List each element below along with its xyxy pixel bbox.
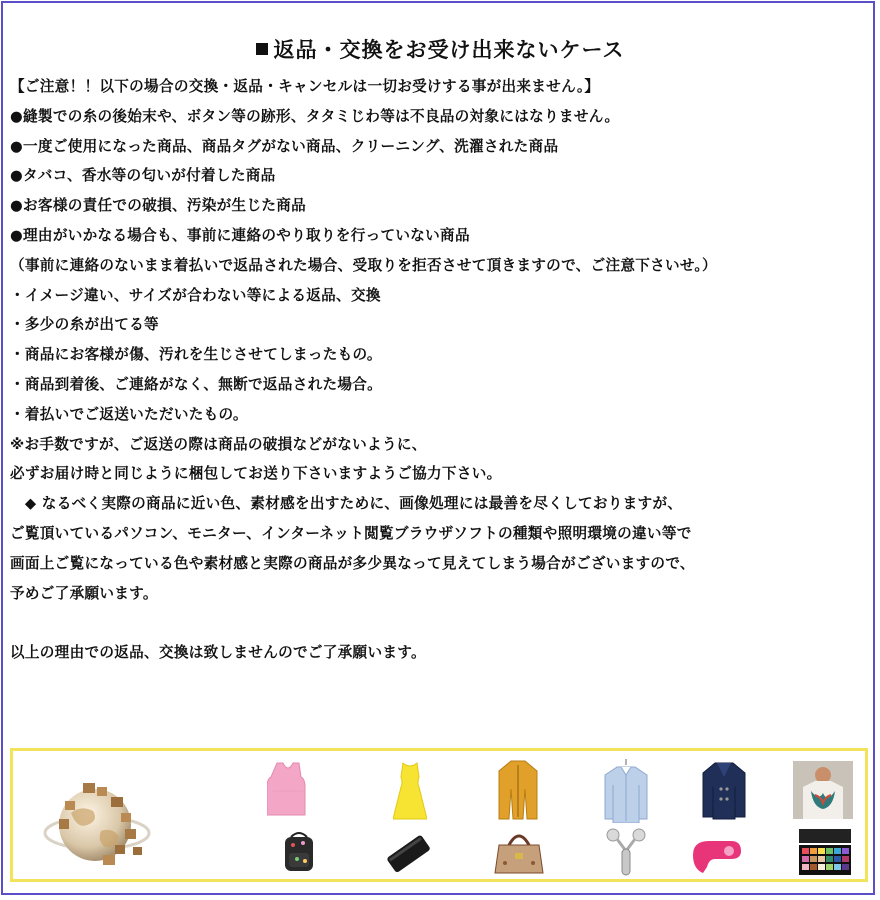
eyeshadow-palette-icon xyxy=(797,827,853,877)
notice-text-block xyxy=(10,72,870,668)
handbag-icon xyxy=(493,827,545,875)
yellow-dress-icon xyxy=(393,761,427,821)
orange-jacket-icon xyxy=(497,759,539,821)
blank-line xyxy=(10,608,870,638)
notice-line: ◆ なるべく実際の商品に近い色、素材感を出すために、画像処理には最善を尽くしておりますが、 xyxy=(10,495,683,513)
wallet-icon xyxy=(383,831,433,875)
notice-line: 【ご注意！！以下の場合の交換・返品・キャンセルは一切お受けする事が出来ません。】 xyxy=(10,78,600,95)
notice-line: 以上の理由での返品、交換は致しませんのでご了承願います。 xyxy=(10,644,426,662)
notice-line: ・着払いでご返送いただいたもの。 xyxy=(10,405,248,423)
hair-curler-icon xyxy=(689,831,745,875)
notice-line: ご覧頂いているパソコン、モニター、インターネット閲覧ブラウザソフトの種類や照明環境の違い等で xyxy=(10,524,692,542)
notice-line: ・イメージ違い、サイズが合わない等による返品、交換 xyxy=(10,286,381,304)
notice-line: ・商品到着後、ご連絡がなく、無断で返品された場合。 xyxy=(10,375,383,393)
notice-line: 画面上ご覧になっている色や素材感と実際の商品が多少異なって見えてしまう場合がございますので、 xyxy=(10,554,695,572)
notice-line: （事前に連絡のないまま着払いで返品された場合、受取りを拒否させて頂きますので、ご注意下さいせ。） xyxy=(10,256,717,274)
title-text: 返品・交換をお受け出来ないケース xyxy=(273,38,625,62)
notice-line: ・多少の糸が出てる等 xyxy=(10,316,159,334)
notice-line: 必ずお届け時と同じように梱包してお送り下さいますようご協力下さい。 xyxy=(10,465,502,483)
printed-tshirt-icon xyxy=(793,761,853,819)
notice-line: ●タバコ、香水等の匂いが付着した商品 xyxy=(10,167,276,185)
backpack-icon xyxy=(277,829,321,875)
notice-line: ●お客様の責任での破損、汚染が生じた商品 xyxy=(10,197,307,215)
square-bullet-icon xyxy=(256,43,268,55)
blue-shirt-icon xyxy=(603,759,649,823)
globe-boxes-icon xyxy=(41,775,153,875)
notice-line: ※お手数ですが、ご返送の際は商品の破損などがないように、 xyxy=(10,435,427,453)
product-image-strip xyxy=(10,748,868,882)
page-title xyxy=(0,34,880,64)
notice-line: 予めご了承願います。 xyxy=(10,584,158,602)
notice-line: ●一度ご使用になった商品、商品タグがない商品、クリーニング、洗濯された商品 xyxy=(10,137,559,155)
pink-top-icon xyxy=(267,761,309,819)
navy-coat-icon xyxy=(701,761,747,821)
notice-line: ・商品にお客様が傷、汚れを生じさせてしまったもの。 xyxy=(10,346,382,364)
face-roller-icon xyxy=(601,827,651,877)
notice-line: ●理由がいかなる場合も、事前に連絡のやり取りを行っていない商品 xyxy=(10,226,470,244)
notice-line: ●縫製での糸の後始末や、ボタン等の跡形、タタミじわ等は不良品の対象にはなりません。 xyxy=(10,107,620,125)
